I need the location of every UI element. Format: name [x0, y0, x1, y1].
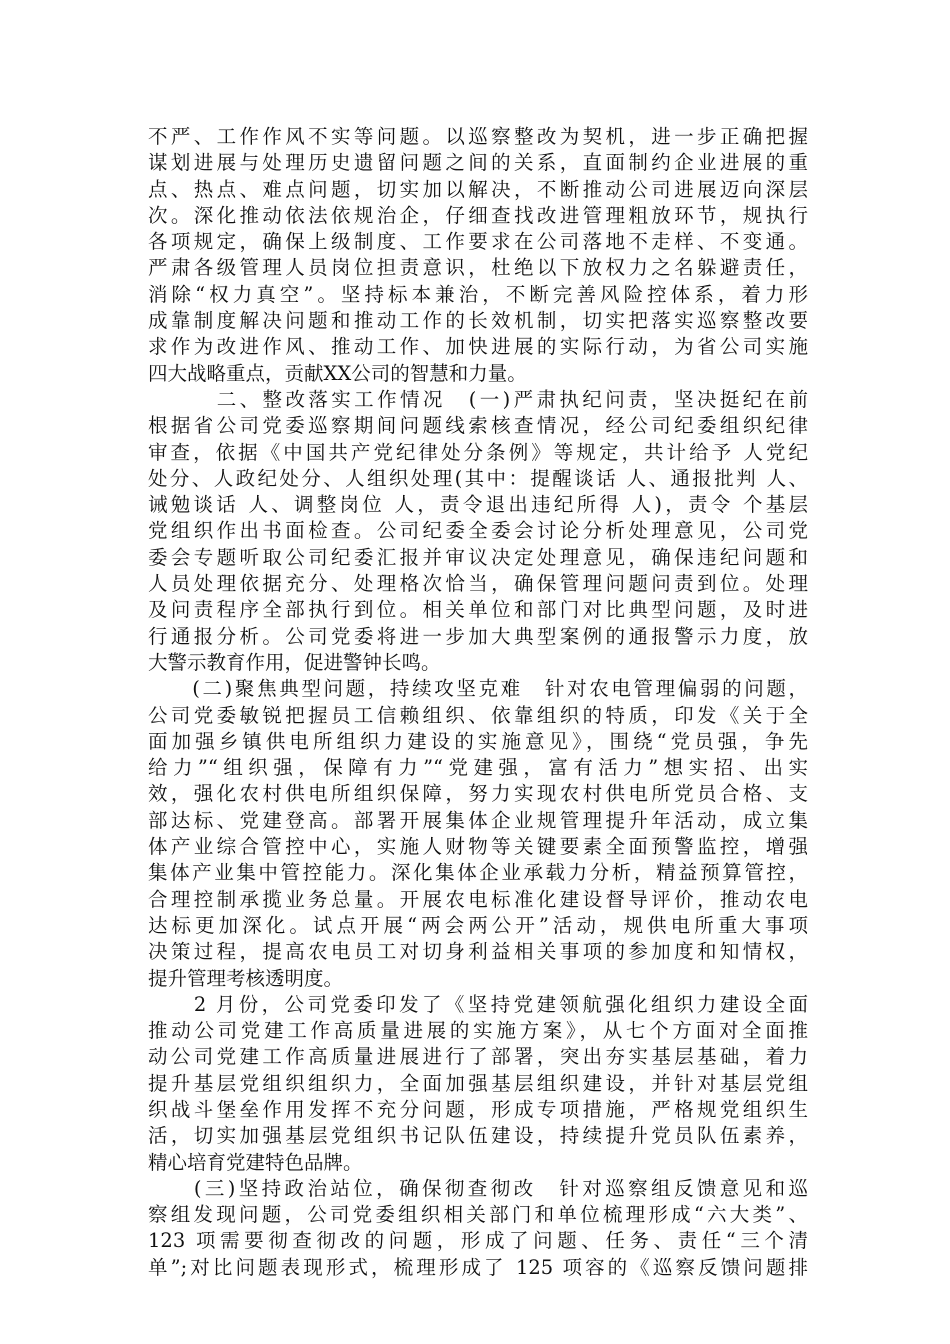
text-line: 人员处理依据充分、处理格次恰当，确保管理问题问责到位。处理 — [148, 572, 808, 596]
text-line: 及问责程序全部执行到位。相关单位和部门对比典型问题，及时进 — [148, 598, 808, 622]
text-line: 织战斗堡垒作用发挥不充分问题，形成专项措施，严格规党组织生 — [148, 1097, 808, 1121]
text-line: 审查，依据《中国共产党纪律处分条例》等规定，共计给予 人党纪 — [148, 440, 808, 464]
text-line: 体产业综合管控中心，实施人财物等关键要素全面预警监控，增强 — [148, 835, 808, 859]
text-line: 行通报分析。公司党委将进一步加大典型案例的通报警示力度，放 — [148, 624, 808, 648]
text-line: 公司党委敏锐把握员工信赖组织、依靠组织的特质，印发《关于全 — [148, 703, 808, 727]
text-line: 求作为改进作风、推动工作、加快进展的实际行动，为省公司实施 — [148, 335, 808, 359]
text-line: 诫勉谈话 人、调整岗位 人，责令退出违纪所得 人)，责令 个基层 — [148, 493, 808, 517]
text-line: (三)坚持政治站位，确保彻查彻改 针对巡察组反馈意见和巡 — [148, 1176, 808, 1200]
text-line: 谋划进展与处理历史遗留问题之间的关系，直面制约企业进展的重 — [148, 151, 808, 175]
text-line: 大警示教育作用，促进警钟长鸣。 — [148, 650, 441, 674]
text-line: 推动公司党建工作高质量进展的实施方案》，从七个方面对全面推 — [148, 1019, 808, 1043]
document-body-text — [148, 124, 808, 1281]
text-line: 部达标、党建登高。部署开展集体企业规管理提升年活动，成立集 — [148, 808, 808, 832]
text-line: 提升基层党组织组织力，全面加强基层组织建设，并针对基层党组 — [148, 1071, 808, 1095]
text-line: 二、整改落实工作情况 (一)严肃执纪问责，坚决挺纪在前 — [148, 387, 808, 411]
text-line: 四大战略重点，贡献XX公司的智慧和力量。 — [148, 361, 527, 385]
text-line: 给力”“组织强，保障有力”“党建强，富有活力”想实招、出实 — [148, 756, 808, 780]
text-line: 单”;对比问题表现形式，梳理形成了 125 项容的《巡察反馈问题排 — [148, 1255, 808, 1279]
text-line: 党组织作出书面检查。公司纪委全委会讨论分析处理意见，公司党 — [148, 519, 808, 543]
text-line: 不严、工作作风不实等问题。以巡察整改为契机，进一步正确把握 — [148, 125, 808, 148]
text-line: 精心培育党建特色品牌。 — [148, 1150, 363, 1174]
text-line: 消除“权力真空”。坚持标本兼治，不断完善风险控体系，着力形 — [148, 282, 808, 306]
text-line: 2 月份，公司党委印发了《坚持党建领航强化组织力建设全面 — [148, 992, 808, 1016]
text-line: 集体产业集中管控能力。深化集体企业承载力分析，精益预算管控， — [148, 861, 808, 885]
text-line: 各项规定，确保上级制度、工作要求在公司落地不走样、不变通。 — [148, 230, 808, 254]
text-line: 提升管理考核透明度。 — [148, 966, 344, 990]
text-line: 根据省公司党委巡察期间问题线索核查情况，经公司纪委组织纪律 — [148, 414, 808, 438]
text-line: 效，强化农村供电所组织保障，努力实现农村供电所党员合格、支 — [148, 782, 808, 806]
text-line: 面加强乡镇供电所组织力建设的实施意见》，围绕“党员强，争先 — [148, 729, 808, 753]
text-line: 达标更加深化。试点开展“两会两公开”活动，规供电所重大事项 — [148, 913, 808, 937]
text-line: 决策过程，提高农电员工对切身利益相关事项的参加度和知情权， — [148, 940, 808, 964]
text-line: 活，切实加强基层党组织书记队伍建设，持续提升党员队伍素养， — [148, 1124, 808, 1148]
text-line: 处分、人政纪处分、人组织处理(其中：提醒谈话 人、通报批判 人、 — [148, 466, 808, 490]
text-line: 动公司党建工作高质量进展进行了部署，突出夯实基层基础，着力 — [148, 1045, 808, 1069]
text-line: 严肃各级管理人员岗位担责意识，杜绝以下放权力之名躲避责任， — [148, 256, 808, 280]
text-line: 成靠制度解决问题和推动工作的长效机制，切实把落实巡察整改要 — [148, 309, 808, 333]
text-line: 123 项需要彻查彻改的问题，形成了问题、任务、责任“三个清 — [148, 1229, 808, 1253]
text-line: 察组发现问题，公司党委组织相关部门和单位梳理形成“六大类”、 — [148, 1203, 808, 1227]
text-line: 点、热点、难点问题，切实加以解决，不断推动公司进展迈向深层 — [148, 177, 808, 201]
text-line: 合理控制承揽业务总量。开展农电标准化建设督导评价，推动农电 — [148, 887, 808, 911]
text-line: 次。深化推动依法依规治企，仔细查找改进管理粗放环节，规执行 — [148, 203, 808, 227]
text-line: 委会专题听取公司纪委汇报并审议决定处理意见，确保违纪问题和 — [148, 545, 808, 569]
text-line: (二)聚焦典型问题，持续攻坚克难 针对农电管理偏弱的问题， — [148, 677, 808, 701]
